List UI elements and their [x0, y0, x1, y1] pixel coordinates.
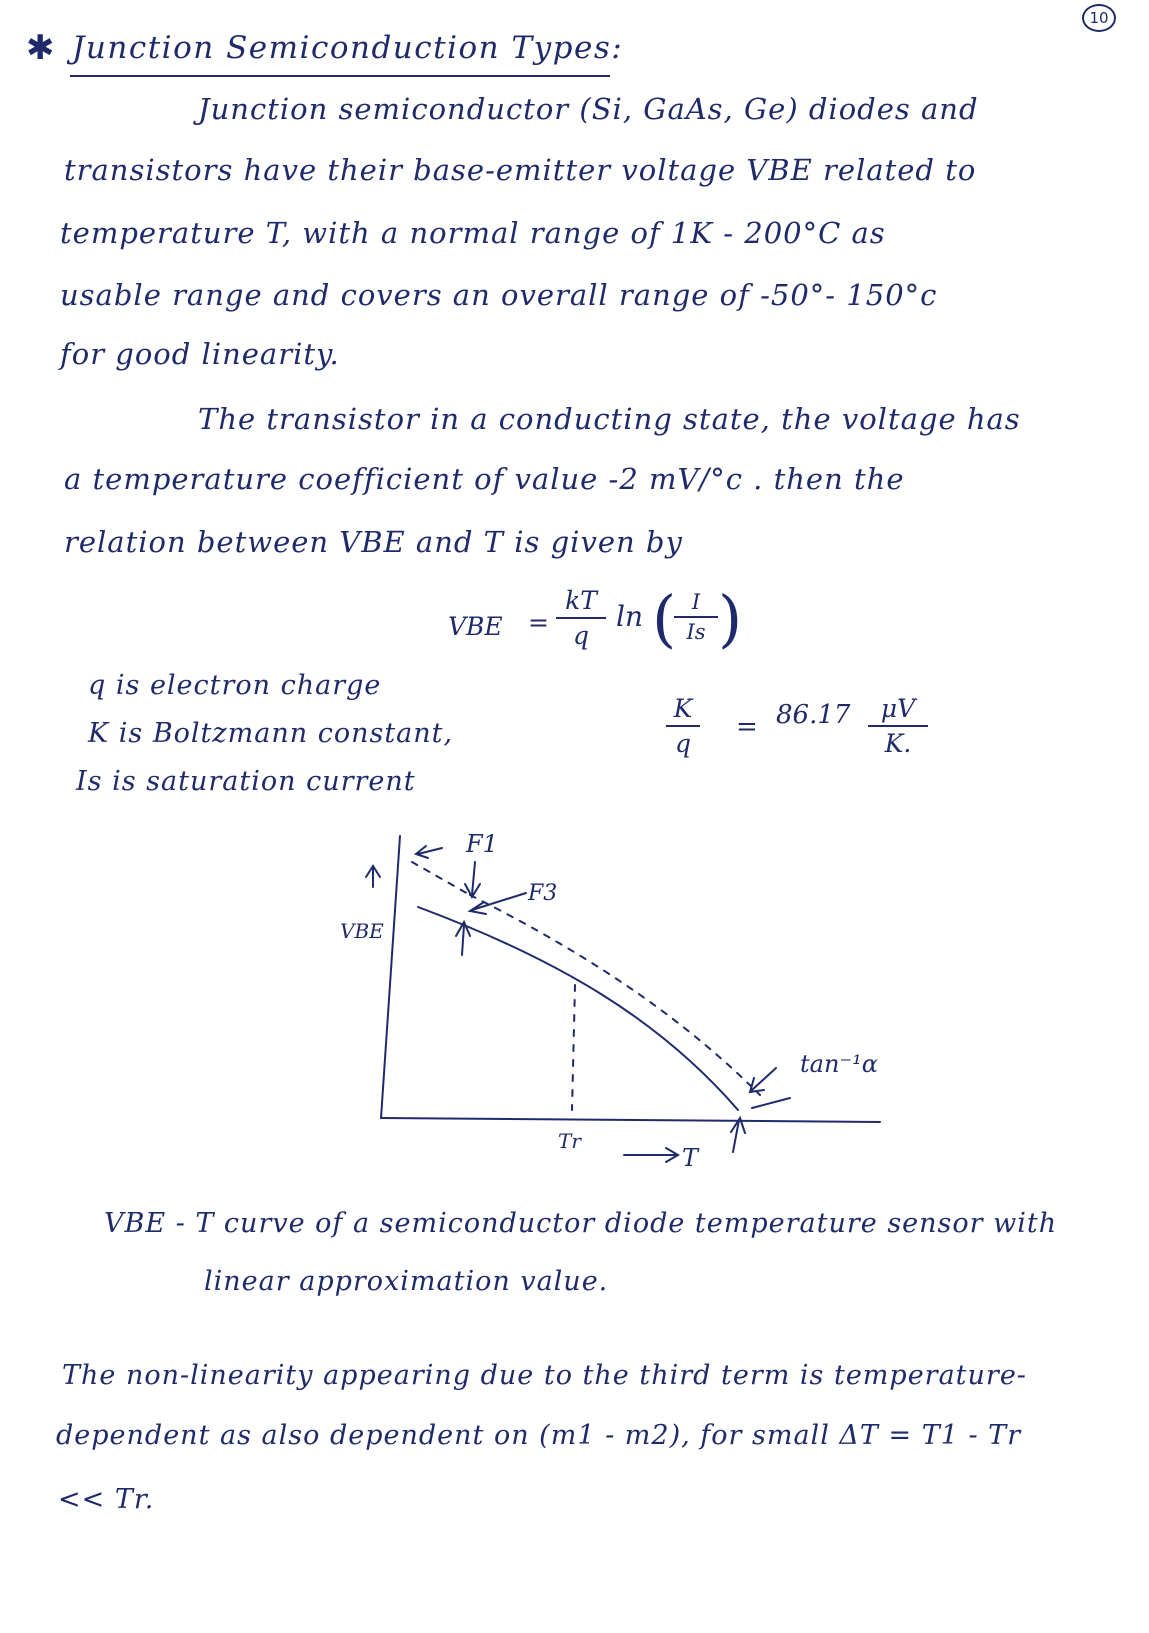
graph-f3-label: F3: [528, 881, 558, 906]
ratio-q: q: [674, 729, 691, 758]
left-paren: (: [652, 582, 677, 655]
paragraph3-line1: The non-linearity appearing due to the third term is temperature-: [62, 1360, 1027, 1391]
ratio-k: K: [673, 694, 693, 723]
graph-tan-label: tan⁻¹α: [800, 1050, 878, 1078]
y-axis: [381, 836, 400, 1118]
is-denominator: Is: [686, 620, 706, 644]
definition-q: q is electron charge: [88, 670, 382, 701]
graph-t-label: T: [682, 1144, 699, 1172]
ln-function: ln: [616, 600, 643, 633]
linear-approximation-line: [412, 862, 760, 1095]
x-axis: [381, 1118, 880, 1122]
f1-left-arrow-icon: [416, 846, 442, 858]
graph-y-label: VBE: [340, 919, 384, 943]
paragraph3-line3: << Tr.: [58, 1484, 155, 1515]
ratio-equals: =: [736, 712, 758, 742]
section-heading: Junction Semiconduction Types:: [72, 30, 624, 66]
y-up-arrow-icon: [366, 866, 380, 887]
right-paren: ): [718, 582, 743, 655]
tr-dashed-line: [572, 985, 575, 1110]
f3-arrow-icon: [470, 893, 526, 914]
ratio-value: 86.17: [776, 700, 851, 730]
vbe-curve: [418, 907, 738, 1110]
definition-k: K is Boltzmann constant,: [88, 718, 454, 749]
i-numerator: I: [691, 590, 701, 614]
equation-equals: =: [528, 608, 549, 637]
graph-tr-label: Tr: [558, 1129, 581, 1153]
t-right-arrow-icon: [624, 1148, 678, 1162]
paragraph3-line2: dependent as also dependent on (m1 - m2), for small ΔT = T1 - Tr: [56, 1420, 1022, 1451]
f1-down-arrow-icon: [465, 862, 480, 897]
paragraph2-line1: The transistor in a conducting state, the voltage has: [198, 402, 1021, 436]
q-denominator: q: [572, 621, 589, 650]
paragraph1-line5: for good linearity.: [60, 337, 340, 371]
definition-is: Is is saturation current: [76, 766, 416, 797]
kt-numerator: kT: [565, 586, 597, 615]
equation-lhs: VBE: [448, 612, 503, 641]
paragraph2-line2: a temperature coefficient of value -2 mV/°c . then the: [64, 462, 905, 496]
graph-f1-label: F1: [466, 830, 498, 858]
paragraph1-line1: Junction semiconductor (Si, GaAs, Ge) diodes and: [198, 92, 979, 126]
caption-line2: linear approximation value.: [204, 1266, 609, 1297]
tan-pointer-arrow-icon: [750, 1068, 776, 1092]
paragraph1-line2: transistors have their base-emitter voltage VBE related to: [64, 153, 977, 187]
caption-line1: VBE - T curve of a semiconductor diode temperature sensor with: [104, 1208, 1058, 1239]
paragraph1-line4: usable range and covers an overall range of -50°- 150°c: [60, 278, 938, 312]
bullet-star-icon: ✱: [26, 28, 55, 68]
page-number: 10: [1082, 4, 1116, 32]
tan-tangent-line: [752, 1098, 790, 1108]
unit-numerator: μV: [880, 694, 916, 723]
unit-denominator: K.: [884, 729, 912, 758]
paragraph2-line3: relation between VBE and T is given by: [64, 525, 683, 559]
paragraph1-line3: temperature T, with a normal range of 1K - 200°C as: [60, 216, 886, 250]
endpoint-up-arrow-icon: [731, 1118, 745, 1152]
